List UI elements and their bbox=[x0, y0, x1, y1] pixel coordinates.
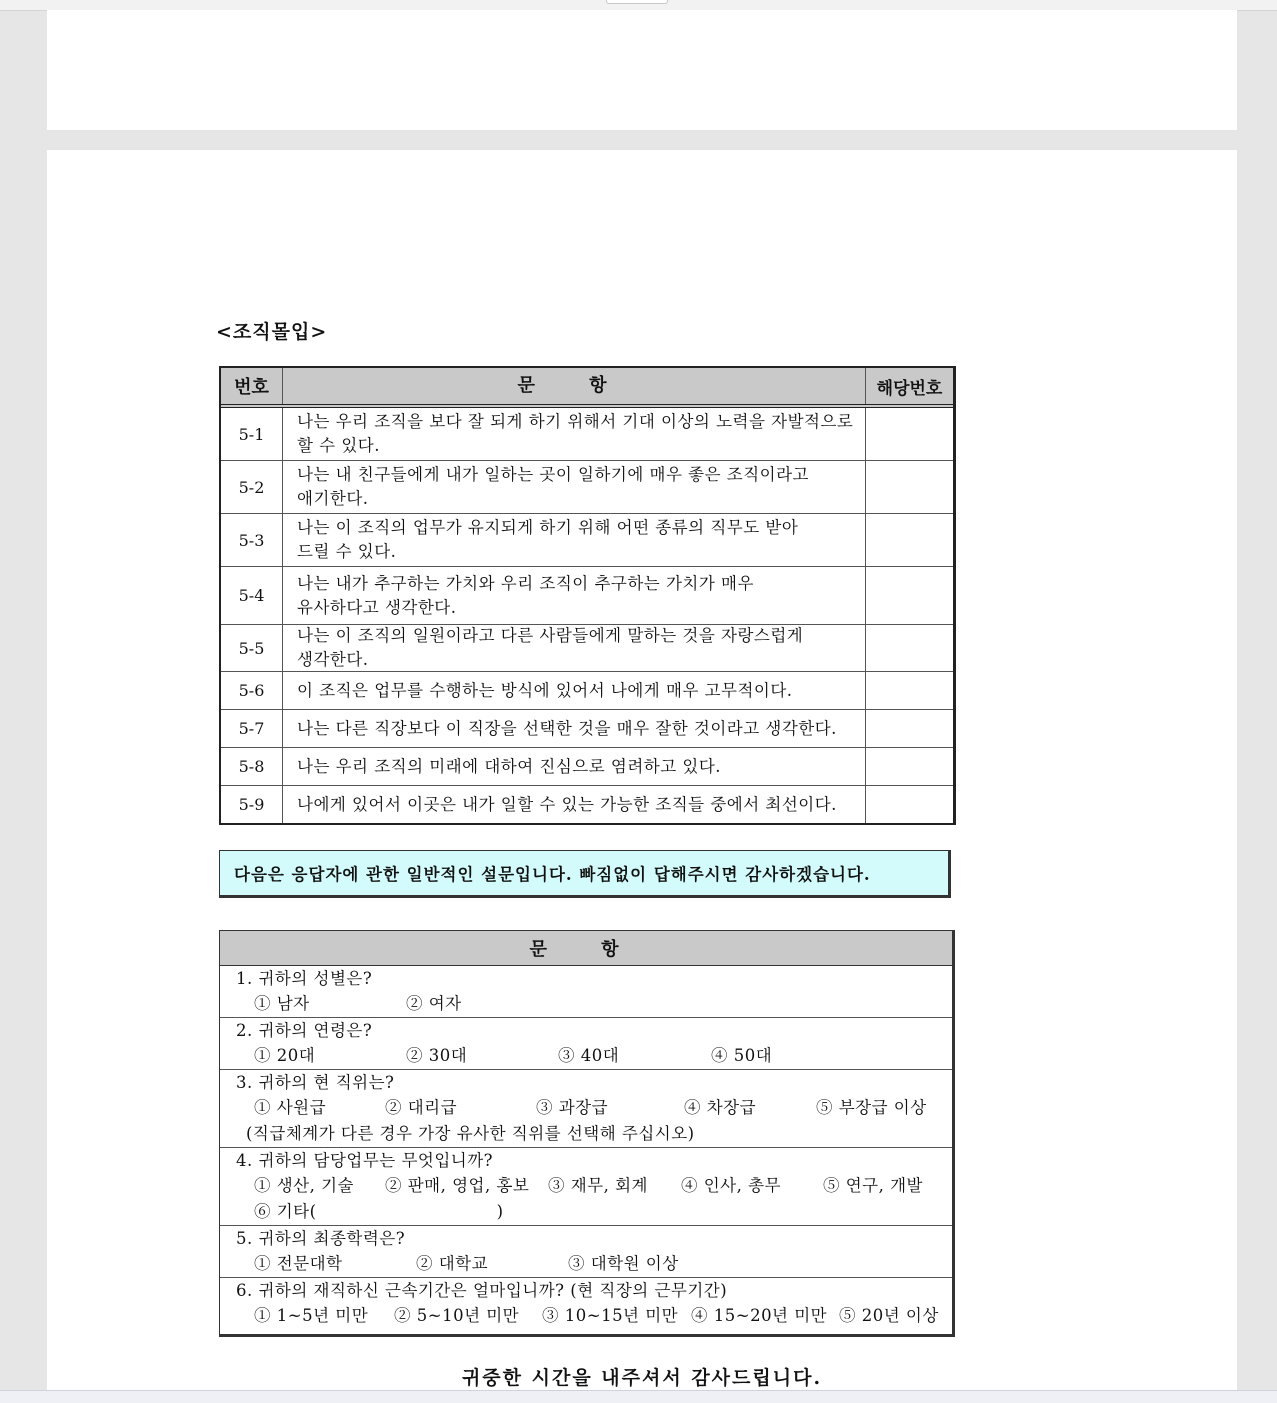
question-gender bbox=[220, 966, 952, 1018]
question-text: 6. 귀하의 재직하신 근속기간은 얼마입니까? (현 직장의 근무기간) bbox=[236, 1281, 728, 1300]
option-50s[interactable]: ④ 50대 bbox=[711, 1046, 773, 1065]
option-university[interactable]: ② 대학교 bbox=[416, 1254, 489, 1273]
item-question: 나는 다른 직장보다 이 직장을 선택한 것을 매우 잘한 것이라고 생각한다. bbox=[283, 710, 866, 747]
survey-notice: 다음은 응답자에 관한 일반적인 설문입니다. 빠짐없이 답해주시면 감사하겠습니다. bbox=[219, 850, 951, 898]
item-number: 5-3 bbox=[221, 514, 283, 566]
viewer-tab-handle[interactable] bbox=[606, 0, 668, 4]
option-assistant-manager[interactable]: ② 대리급 bbox=[385, 1098, 458, 1117]
table-row bbox=[221, 748, 953, 786]
table-row bbox=[221, 461, 953, 514]
option-research[interactable]: ⑤ 연구, 개발 bbox=[823, 1176, 923, 1195]
item-question: 이 조직은 업무를 수행하는 방식에 있어서 나에게 매우 고무적이다. bbox=[283, 672, 866, 709]
answer-cell[interactable] bbox=[866, 672, 953, 709]
option-other[interactable]: ⑥ 기타( ) bbox=[254, 1202, 504, 1221]
options bbox=[236, 1199, 952, 1225]
table-row bbox=[221, 625, 953, 672]
item-number: 5-1 bbox=[221, 408, 283, 460]
table-header bbox=[221, 368, 953, 408]
answer-cell[interactable] bbox=[866, 625, 953, 671]
option-10-15[interactable]: ③ 10~15년 미만 bbox=[542, 1306, 679, 1325]
option-40s[interactable]: ③ 40대 bbox=[558, 1046, 620, 1065]
demographics-table bbox=[219, 930, 955, 1337]
answer-cell[interactable] bbox=[866, 786, 953, 823]
item-question: 나는 이 조직의 일원이라고 다른 사람들에게 말하는 것을 자랑스럽게 생각한다. bbox=[283, 625, 866, 671]
answer-cell[interactable] bbox=[866, 710, 953, 747]
answer-cell[interactable] bbox=[866, 567, 953, 624]
question-text: 2. 귀하의 연령은? bbox=[236, 1021, 373, 1040]
option-deputy-head[interactable]: ④ 차장급 bbox=[684, 1098, 757, 1117]
answer-cell[interactable] bbox=[866, 461, 953, 513]
item-number: 5-8 bbox=[221, 748, 283, 785]
commitment-table bbox=[219, 366, 956, 825]
option-head-or-above[interactable]: ⑤ 부장급 이상 bbox=[816, 1098, 927, 1117]
option-30s[interactable]: ② 30대 bbox=[406, 1046, 468, 1065]
option-15-20[interactable]: ④ 15~20년 미만 bbox=[691, 1306, 828, 1325]
table-row bbox=[221, 786, 953, 823]
options bbox=[236, 1251, 952, 1277]
option-20-plus[interactable]: ⑤ 20년 이상 bbox=[839, 1306, 939, 1325]
option-graduate[interactable]: ③ 대학원 이상 bbox=[568, 1254, 679, 1273]
previous-page bbox=[47, 10, 1237, 130]
answer-cell[interactable] bbox=[866, 514, 953, 566]
option-5-10[interactable]: ② 5~10년 미만 bbox=[394, 1306, 520, 1325]
answer-cell[interactable] bbox=[866, 408, 953, 460]
question-education bbox=[220, 1226, 952, 1278]
option-male[interactable]: ① 남자 bbox=[254, 994, 310, 1013]
item-number: 5-5 bbox=[221, 625, 283, 671]
option-female[interactable]: ② 여자 bbox=[406, 994, 462, 1013]
viewer-bottom-strip bbox=[0, 1390, 1277, 1403]
table-row bbox=[221, 514, 953, 567]
option-production[interactable]: ① 생산, 기술 bbox=[254, 1176, 354, 1195]
option-section-chief[interactable]: ③ 과장급 bbox=[536, 1098, 609, 1117]
option-hr[interactable]: ④ 인사, 총무 bbox=[681, 1176, 781, 1195]
options bbox=[236, 991, 952, 1017]
option-20s[interactable]: ① 20대 bbox=[254, 1046, 316, 1065]
question-note: (직급체계가 다른 경우 가장 유사한 직위를 선택해 주십시오) bbox=[246, 1124, 695, 1143]
options bbox=[236, 1303, 952, 1334]
question-age bbox=[220, 1018, 952, 1070]
option-1-5[interactable]: ① 1~5년 미만 bbox=[254, 1306, 369, 1325]
option-college[interactable]: ① 전문대학 bbox=[254, 1254, 343, 1273]
question-text: 1. 귀하의 성별은? bbox=[236, 969, 373, 988]
question-text: 5. 귀하의 최종학력은? bbox=[236, 1229, 406, 1248]
options bbox=[236, 1173, 952, 1199]
options bbox=[236, 1095, 952, 1121]
item-question: 나는 내 친구들에게 내가 일하는 곳이 일하기에 매우 좋은 조직이라고 애기한다. bbox=[283, 461, 866, 513]
table-header: 문 항 bbox=[220, 931, 952, 966]
question-text: 3. 귀하의 현 직위는? bbox=[236, 1073, 395, 1092]
item-number: 5-4 bbox=[221, 567, 283, 624]
option-staff[interactable]: ① 사원급 bbox=[254, 1098, 327, 1117]
document-page bbox=[47, 150, 1237, 1403]
item-number: 5-9 bbox=[221, 786, 283, 823]
item-number: 5-2 bbox=[221, 461, 283, 513]
option-sales[interactable]: ② 판매, 영업, 홍보 bbox=[385, 1176, 530, 1195]
item-question: 나는 우리 조직의 미래에 대하여 진심으로 염려하고 있다. bbox=[283, 748, 866, 785]
question-tenure bbox=[220, 1278, 952, 1334]
question-position bbox=[220, 1070, 952, 1148]
item-number: 5-7 bbox=[221, 710, 283, 747]
closing-message: 귀중한 시간을 내주셔서 감사드립니다. bbox=[461, 1367, 823, 1389]
item-question: 나는 이 조직의 업무가 유지되게 하기 위해 어떤 종류의 직무도 받아 드릴 수 있다. bbox=[283, 514, 866, 566]
table-row bbox=[221, 672, 953, 710]
header-number: 번호 bbox=[221, 368, 283, 404]
header-answer: 해당번호 bbox=[876, 378, 943, 399]
options bbox=[236, 1043, 952, 1069]
question-text: 4. 귀하의 담당업무는 무엇입니까? bbox=[236, 1151, 494, 1170]
section-title: <조직몰입> bbox=[216, 321, 328, 343]
item-question: 나는 내가 추구하는 가치와 우리 조직이 추구하는 가치가 매우 유사하다고 생각한다. bbox=[283, 567, 866, 624]
table-row bbox=[221, 710, 953, 748]
header-question: 문 항 bbox=[283, 368, 866, 404]
question-duty bbox=[220, 1148, 952, 1226]
table-row bbox=[221, 408, 953, 461]
item-question: 나는 우리 조직을 보다 잘 되게 하기 위해서 기대 이상의 노력을 자발적으로 할 수 있다. bbox=[283, 408, 866, 460]
answer-cell[interactable] bbox=[866, 748, 953, 785]
option-finance[interactable]: ③ 재무, 회계 bbox=[548, 1176, 648, 1195]
item-number: 5-6 bbox=[221, 672, 283, 709]
table-row bbox=[221, 567, 953, 625]
item-question: 나에게 있어서 이곳은 내가 일할 수 있는 가능한 조직들 중에서 최선이다. bbox=[283, 786, 866, 823]
